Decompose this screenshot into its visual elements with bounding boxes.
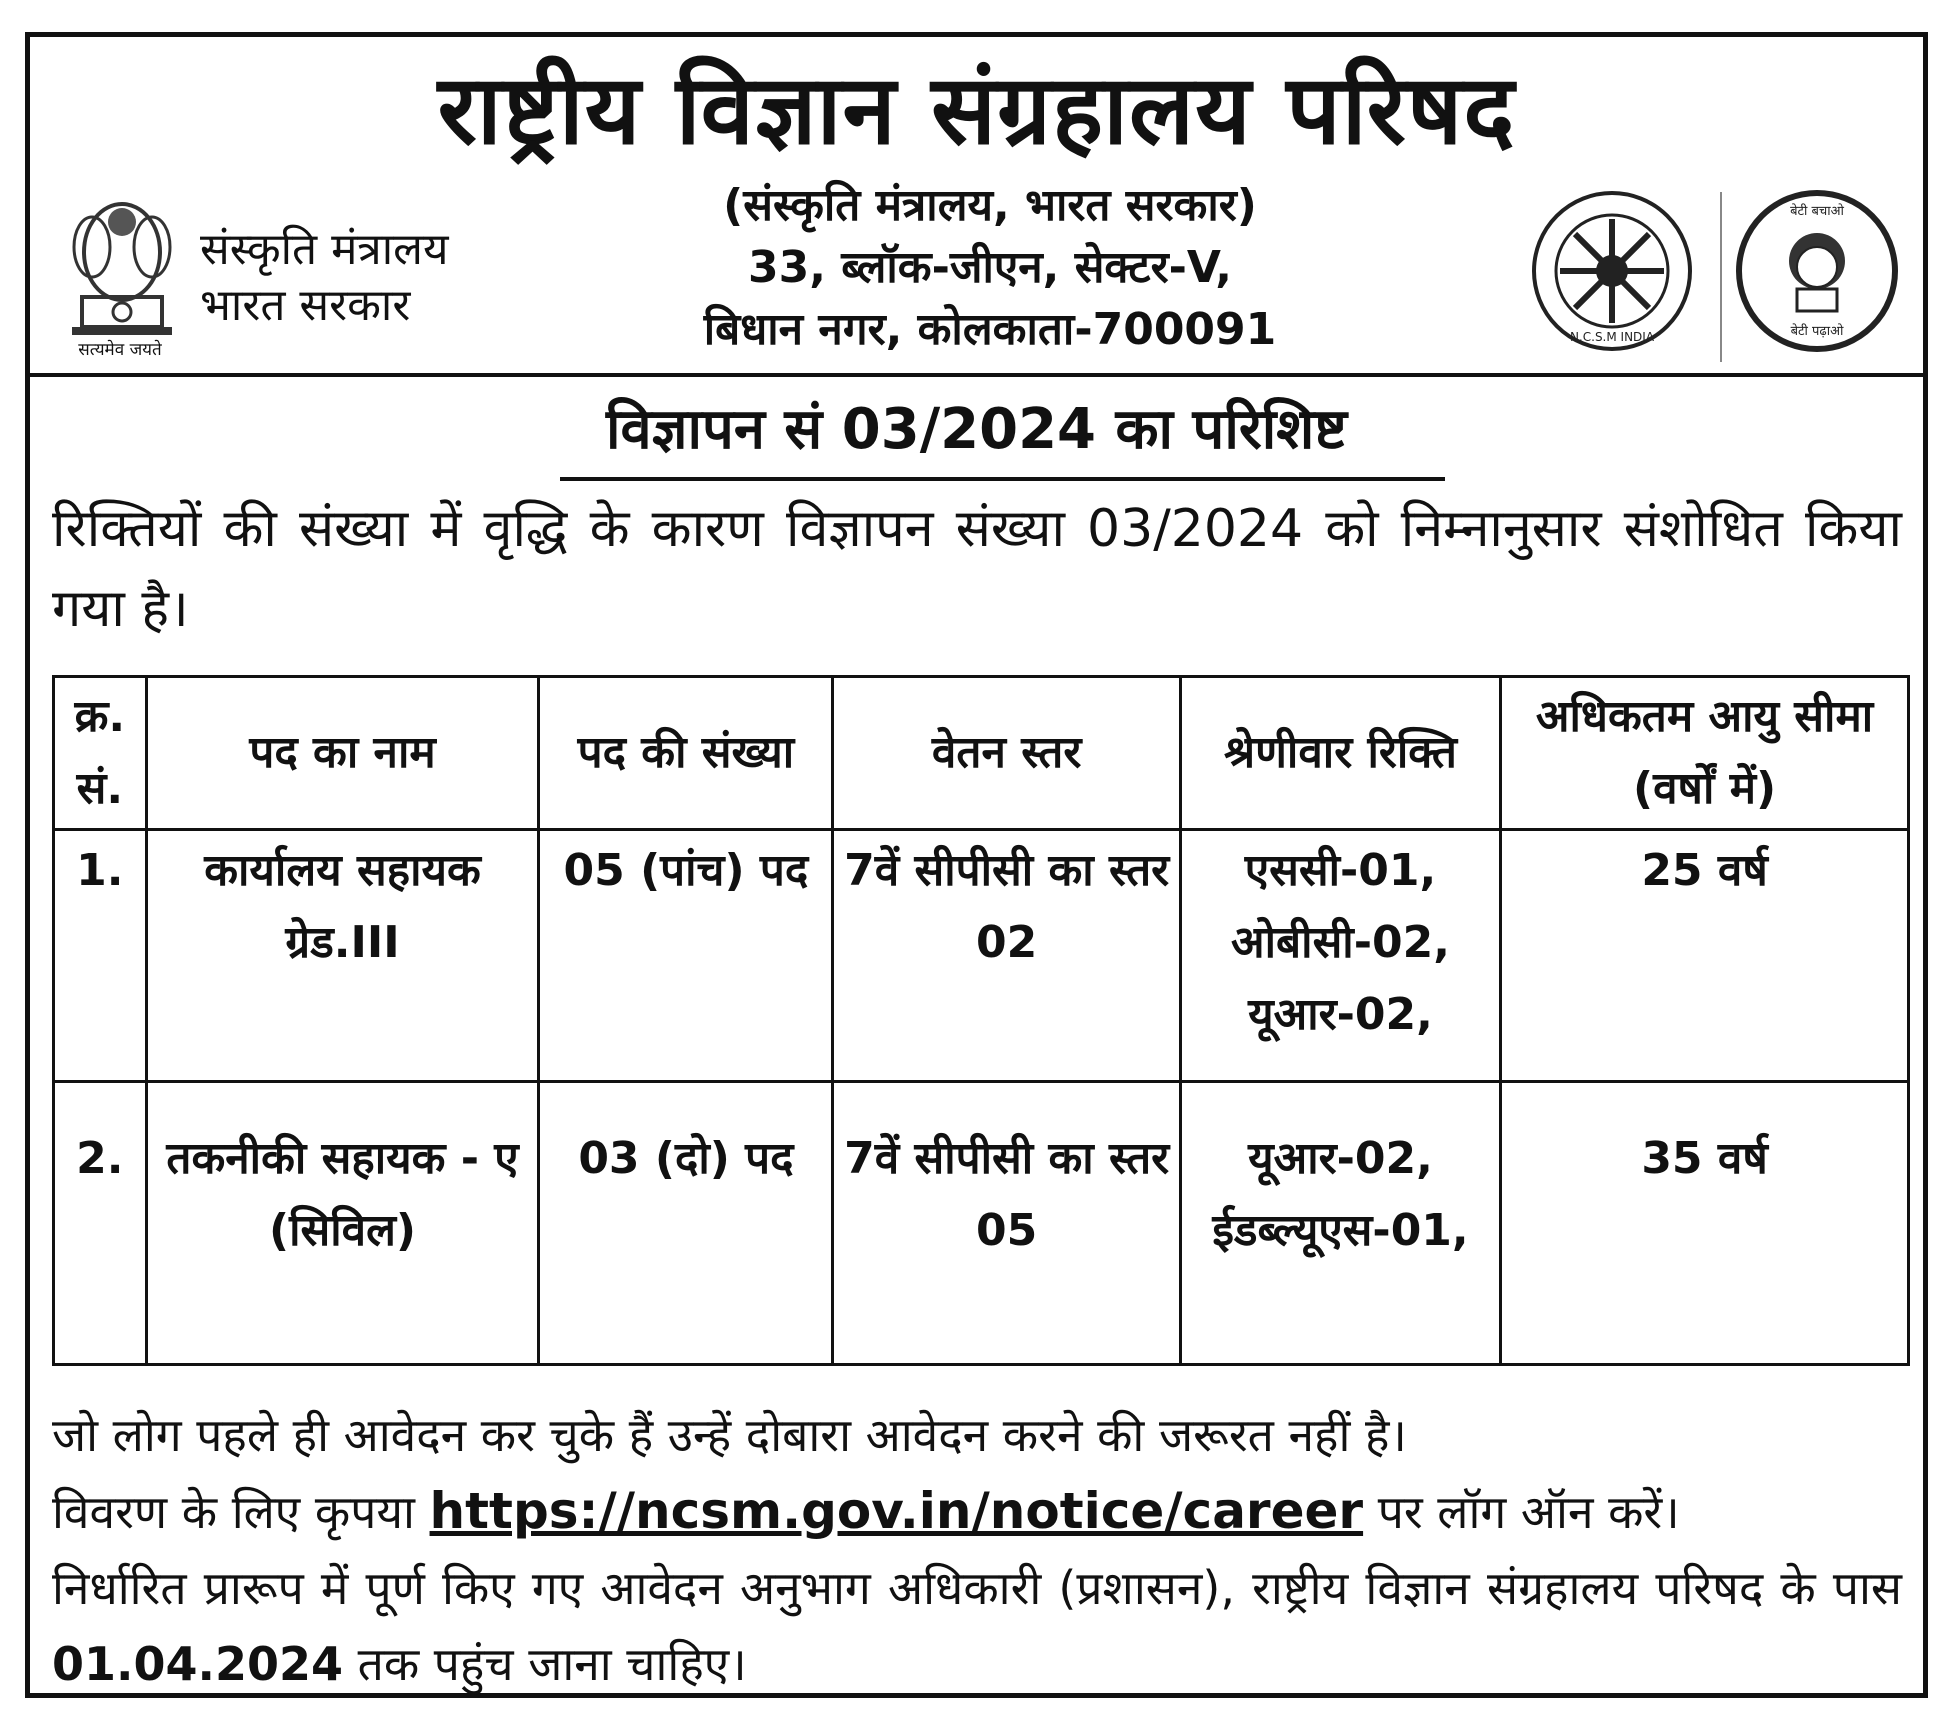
ncsm-logo-text: N.C.S.M INDIA: [1569, 330, 1655, 344]
ministry-line-2: भारत सरकार: [200, 280, 411, 331]
cell-age: 35 वर्ष: [1501, 1082, 1909, 1365]
logo2-bottom-text: बेटी पढ़ाओ: [1790, 324, 1844, 339]
footer-line-2-post: पर लॉग ऑन करें।: [1363, 1485, 1680, 1539]
header: [30, 37, 1923, 377]
footer-line-3-post: तक पहुंच जाना चाहिए।: [343, 1637, 747, 1691]
footer-block: [52, 1397, 1902, 1702]
footer-line-2-pre: विवरण के लिए कृपया: [52, 1485, 430, 1539]
beti-bachao-logo-icon: [1735, 189, 1900, 354]
address-line-1: (संस्कृति मंत्रालय, भारत सरकार): [723, 180, 1257, 231]
cell-count: 03 (दो) पद: [539, 1082, 833, 1365]
footer-line-3: [52, 1550, 1902, 1702]
title-underline: [560, 477, 1445, 481]
footer-line-1: जो लोग पहले ही आवेदन कर चुके हैं उन्हें दोबारा आवेदन करने की जरूरत नहीं है।: [52, 1408, 1407, 1462]
header-post: पद का नाम: [146, 677, 539, 830]
cell-post: तकनीकी सहायक - ए (सिविल): [146, 1082, 539, 1365]
table-row: [54, 1082, 1909, 1365]
table-header-row: [54, 677, 1909, 830]
address-block: [590, 175, 1390, 361]
notice-frame: [25, 32, 1928, 1698]
logo-divider: [1720, 192, 1722, 362]
footer-line-2: [52, 1473, 1902, 1550]
logo2-top-text: बेटी बचाओ: [1790, 204, 1844, 219]
advertisement-title: विज्ञापन सं 03/2024 का परिशिष्ट: [605, 397, 1348, 462]
career-link[interactable]: https://ncsm.gov.in/notice/career: [429, 1482, 1364, 1540]
vacancy-table: [52, 675, 1910, 1366]
ministry-label: [200, 222, 448, 334]
intro-paragraph: रिक्तियों की संख्या में वृद्धि के कारण विज्ञापन संख्या 03/2024 को निम्नानुसार संशोधित किया गया है।: [52, 499, 1902, 639]
header-count: पद की संख्या: [539, 677, 833, 830]
footer-line-3-pre: निर्धारित प्रारूप में पूर्ण किए गए आवेदन अनुभाग अधिकारी (प्रशासन), राष्ट्रीय विज्ञान संग्रहालय परिषद के पास: [52, 1561, 1902, 1615]
cell-pay: 7वें सीपीसी का स्तर 05: [833, 1082, 1180, 1365]
cell-post: कार्यालय सहायक ग्रेड.III: [146, 830, 539, 1082]
cell-category: यूआर-02, ईडब्ल्यूएस-01,: [1180, 1082, 1500, 1365]
cell-category: एससी-01, ओबीसी-02, यूआर-02,: [1180, 830, 1500, 1082]
header-sno: क्र. सं.: [54, 677, 147, 830]
emblem-motto: सत्यमेव जयते: [78, 340, 162, 360]
header-category: श्रेणीवार रिक्ति: [1180, 677, 1500, 830]
address-line-3: बिधान नगर, कोलकाता-700091: [703, 304, 1277, 355]
address-line-2: 33, ब्लॉक-जीएन, सेक्टर-V,: [748, 242, 1232, 293]
cell-count: 05 (पांच) पद: [539, 830, 833, 1082]
header-pay: वेतन स्तर: [833, 677, 1180, 830]
national-emblem-icon: [52, 177, 192, 357]
deadline-date: 01.04.2024: [52, 1637, 344, 1691]
organization-title: राष्ट्रीय विज्ञान संग्रहालय परिषद: [437, 54, 1516, 166]
ncsm-logo-icon: [1530, 189, 1695, 354]
cell-sno: 2.: [54, 1082, 147, 1365]
cell-sno: 1.: [54, 830, 147, 1082]
cell-age: 25 वर्ष: [1501, 830, 1909, 1082]
cell-pay: 7वें सीपीसी का स्तर 02: [833, 830, 1180, 1082]
header-age: अधिकतम आयु सीमा (वर्षों में): [1501, 677, 1909, 830]
table-row: [54, 830, 1909, 1082]
ministry-line-1: संस्कृति मंत्रालय: [200, 224, 449, 275]
